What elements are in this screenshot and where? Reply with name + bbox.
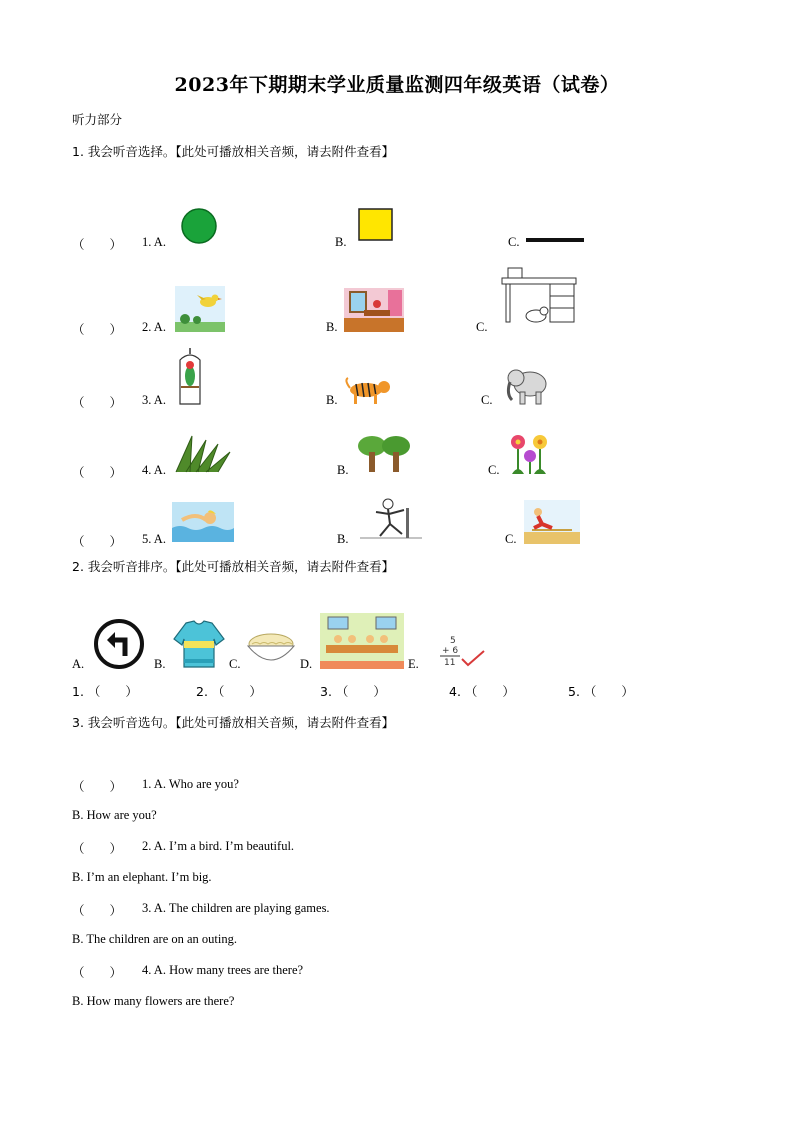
room-icon (344, 288, 404, 332)
option-c-label: C. (505, 532, 517, 546)
option-c-label: C. (508, 235, 520, 249)
q3-heading: 3. 我会听音选句。【此处可播放相关音频，请去附件查看】 (72, 715, 395, 730)
jumping-icon (524, 500, 580, 544)
classroom-icon (320, 613, 404, 669)
option-a-label: 1. A. (142, 235, 166, 249)
answer-blank[interactable]: （ ） (72, 322, 123, 337)
option-b-label: B. (335, 235, 347, 249)
trees-icon (356, 434, 412, 474)
answer-blank[interactable]: （ ） (72, 903, 123, 918)
q1-heading: 1. 我会听音选择。【此处可播放相关音频，请去附件查看】 (72, 144, 395, 159)
sentence-option-a: 2. A. I’m a bird. I’m beautiful. (142, 839, 295, 853)
section-label: 听力部分 (72, 112, 123, 127)
sentence-option-b: B. The children are on an outing. (72, 932, 238, 946)
running-icon (360, 498, 422, 542)
sweater-icon (172, 619, 226, 669)
answer-blank[interactable]: （ ） (72, 779, 123, 794)
option-b-label: B. (326, 320, 338, 334)
sentence-option-a: 3. A. The children are playing games. (142, 901, 330, 915)
answer-blank[interactable]: （ ） (72, 237, 123, 252)
swimming-icon (172, 502, 234, 542)
option-c-label: C. (476, 320, 488, 334)
math-check-icon (430, 633, 486, 669)
answer-blank[interactable]: （ ） (72, 465, 123, 480)
answer-blank[interactable]: （ ） (72, 965, 123, 980)
turn-left-sign-icon (93, 618, 145, 670)
option-d-label: D. (300, 657, 313, 671)
answer-blank[interactable]: 2. （ ） (196, 684, 262, 699)
option-a-label: 5. A. (142, 532, 166, 546)
green-circle-icon (180, 207, 218, 245)
sentence-option-a: 1. A. Who are you? (142, 777, 239, 791)
sentence-option-b: B. How many flowers are there? (72, 994, 235, 1008)
option-e-label: E. (408, 657, 419, 671)
answer-blank[interactable]: （ ） (72, 395, 123, 410)
option-c-label: C. (481, 393, 493, 407)
line-icon (526, 236, 586, 244)
page-title: 2023年下期期末学业质量监测四年级英语（试卷） (174, 74, 620, 96)
answer-blank[interactable]: 5. （ ） (568, 684, 634, 699)
answer-blank[interactable]: （ ） (72, 841, 123, 856)
option-b-label: B. (337, 463, 349, 477)
option-a-label: A. (72, 657, 85, 671)
answer-blank[interactable]: 1. （ ） (72, 684, 138, 699)
sentence-option-b: B. How are you? (72, 808, 157, 822)
rice-bowl-icon (244, 630, 298, 668)
answer-blank[interactable]: （ ） (72, 534, 123, 549)
desk-with-cat-icon (500, 266, 580, 326)
answer-blank[interactable]: 3. （ ） (320, 684, 386, 699)
option-b-label: B. (154, 657, 166, 671)
yellow-square-icon (358, 208, 394, 242)
elephant-icon (504, 364, 552, 406)
q2-heading: 2. 我会听音排序。【此处可播放相关音频，请去附件查看】 (72, 559, 395, 574)
option-a-label: 4. A. (142, 463, 166, 477)
option-b-label: B. (337, 532, 349, 546)
svg-text:+ 6: + 6 (442, 646, 459, 656)
tiger-icon (344, 376, 392, 406)
option-a-label: 2. A. (142, 320, 166, 334)
sentence-option-b: B. I’m an elephant. I’m big. (72, 870, 212, 884)
option-a-label: 3. A. (142, 393, 166, 407)
svg-text:11: 11 (444, 658, 456, 668)
svg-text:5: 5 (450, 636, 456, 646)
option-c-label: C. (488, 463, 500, 477)
answer-blank[interactable]: 4. （ ） (449, 684, 515, 699)
parrot-icon (175, 346, 205, 408)
sentence-option-a: 4. A. How many trees are there? (142, 963, 304, 977)
flowers-icon (504, 430, 554, 476)
option-b-label: B. (326, 393, 338, 407)
option-c-label: C. (229, 657, 241, 671)
bird-icon (175, 286, 225, 332)
grass-icon (172, 432, 234, 476)
